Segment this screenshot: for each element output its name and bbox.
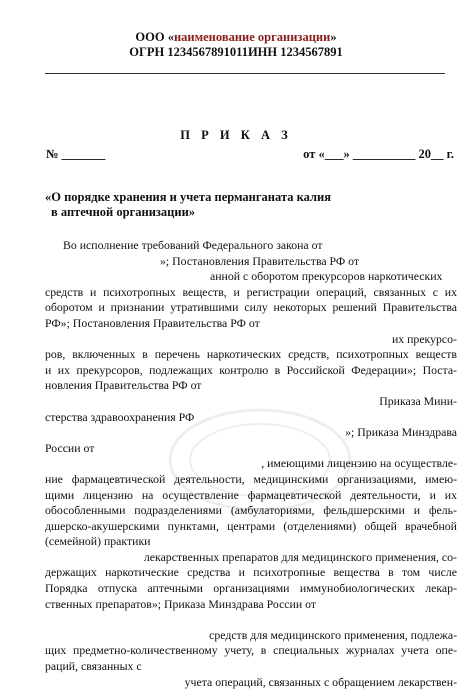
body-line: щих предметно-количественному учету, в специальных журналах учета опе-: [45, 643, 457, 658]
body-line: учета операций, связанных с обращением лекарствен-: [184, 674, 457, 689]
order-body-text: [45, 238, 457, 690]
body-line: стерства здравоохранения РФ: [45, 409, 195, 424]
body-line: »; Постановления Правительства РФ от: [160, 253, 360, 268]
body-line: раций, связанных с: [45, 659, 142, 674]
body-line: [45, 612, 457, 628]
body-line: России от: [45, 440, 95, 455]
body-line: РФ»; Постановления Правительства РФ от: [45, 315, 260, 330]
body-line: их прекурсо-: [391, 331, 457, 346]
body-line: Порядка отпуска аптечными организациями иммунобиологических лекар-: [45, 581, 457, 596]
body-line: средств для медицинского применения, подлежа-: [209, 627, 457, 642]
body-line: средств и психотропных веществ, и регистрации операций, связанных с их: [45, 284, 457, 299]
body-line: лекарственных препаратов для медицинского применения, со-: [143, 549, 457, 564]
org-prefix: ООО «: [135, 30, 174, 44]
order-subject: [45, 190, 375, 220]
body-line: ров, включенных в перечень наркотических средств, психотропных веществ: [45, 347, 457, 362]
header-divider: [45, 73, 445, 74]
body-line: щими лицензию на осуществление фармацевтической деятельности, и их: [45, 487, 457, 502]
body-line: новления Правительства РФ от: [45, 378, 202, 393]
document-title: П Р И К А З: [180, 128, 292, 142]
body-line: ние фармацевтической деятельности, медицинскими организациями, имею-: [45, 471, 457, 486]
body-line: »; Приказа Минздрава: [345, 425, 457, 440]
org-suffix: »: [330, 30, 337, 44]
organization-name: наименование организации: [173, 30, 331, 44]
body-line: , имеющими лицензию на осуществле-: [261, 456, 457, 471]
body-line: дшерско-акушерскими пунктами, центрами (отделениями) общей врачебной: [45, 518, 457, 533]
subject-line-2: в аптечной организации»: [51, 205, 196, 219]
body-line: Приказа Мини-: [379, 393, 457, 408]
body-line: обособленными подразделениями (амбулаториями, фельдшерскими и фель-: [45, 503, 457, 518]
body-line: ственных препаратов»; Приказа Минздрава России от: [45, 596, 317, 611]
body-line: оборотом и признании утратившими силу некоторых решений Правительства: [45, 300, 457, 315]
organization-name-line: [0, 30, 472, 45]
body-line: и их прекурсоров, подлежащих контролю в Российской Федерации»; Поста-: [45, 362, 457, 377]
subject-line-1: «О порядке хранения и учета перманганата калия: [45, 190, 331, 204]
order-date: от «___» __________ 20__ г.: [303, 147, 454, 161]
body-line: (семейной) практики: [45, 534, 151, 549]
registration-numbers: ОГРН 1234567891011ИНН 1234567891: [129, 45, 343, 59]
order-number: № _______: [46, 147, 106, 161]
body-line: Во исполнение требований Федерального закона от: [63, 238, 323, 252]
body-line: анной с оборотом прекурсоров наркотических: [210, 269, 443, 284]
body-line: держащих наркотические средства и психотропные вещества в том числе: [45, 565, 457, 580]
